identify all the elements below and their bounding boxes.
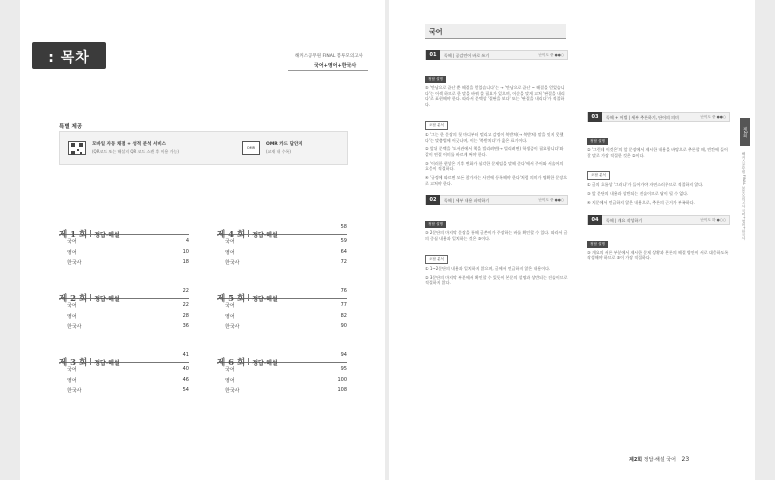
round-category: 정답·해설 <box>94 232 120 239</box>
toc-row[interactable]: 영어 28 <box>67 312 189 320</box>
explanation-text: ① '그는 한 문장의 첫 마디부터 떨리고 감정이 북받쳐(→ 북받쳐) 말을 잇지 못했다'는 맞춤법에 어긋나며, 이는 '북받치다'가 옳은 표기이다. <box>425 131 564 143</box>
wrong-answer-tag: 오답 분석 <box>425 121 448 130</box>
special-item-desc: (교재 내 수록) <box>266 149 291 154</box>
question-number: 04 <box>588 215 602 225</box>
special-item-scoring <box>92 141 179 155</box>
toc-row[interactable]: 한국사 72 <box>225 259 347 266</box>
question-title: 독해 | 개요 작성하기 <box>606 217 643 223</box>
exam-subject: 국어+영어+한국사 <box>314 63 357 69</box>
side-vertical-text: 해커스공무원 FINAL 봉투모의고사 국어+영어+한국사 <box>742 152 746 241</box>
footer-round: 제2회 <box>629 457 643 463</box>
toc-row[interactable]: 한국사 36 <box>67 323 189 330</box>
explanation-text: ② 3문단의 마지막 부분에서 확인할 수 있듯이 본문의 설명과 상반되는 진술이므로 적절하지 않다. <box>425 274 568 286</box>
round-category: 정답·해설 <box>94 360 120 367</box>
round-start-page: 58 <box>340 224 347 230</box>
special-item-desc: (QR코드 또는 해설지 QR 코드 스캔 후 이용 가능) <box>92 149 179 154</box>
wrong-answer-tag: 오답 분석 <box>425 255 448 264</box>
toc-row[interactable]: 영어 82 <box>225 312 347 320</box>
question-title: 독해 | 세부 내용 파악하기 <box>444 198 490 204</box>
round-header <box>217 350 347 368</box>
round-header <box>217 286 347 304</box>
toc-row[interactable]: 영어 100 <box>225 376 347 384</box>
answer-tag: 정답 설명 <box>587 138 608 145</box>
round-header <box>217 222 347 240</box>
qr-code-icon <box>68 141 86 155</box>
omr-card-icon: OMR <box>242 141 260 155</box>
round-category: 정답·해설 <box>252 296 278 303</box>
explanation-text: ② 앞뒤 문맥을 '도서관에서 책을 빌리려면(→ 빌리려면) 학생증이 필요합니다'와 같이 연결 어미를 바르게 써야 한다. <box>425 146 564 157</box>
explanation-text: ③ 개요의 서론 부분에서 제시한 문제 상황과 본론의 해결 방안이 서로 대응하도록 작성해야 하므로 ③이 가장 적절하다. <box>587 249 729 261</box>
explanation-text: ③ 앞 문단의 내용과 상반되는 진술이므로 답이 될 수 없다. <box>587 191 689 197</box>
toc-round-4[interactable] <box>217 222 347 267</box>
toc-round-6[interactable] <box>217 350 347 395</box>
special-item-title: 모바일 자동 채점 + 성적 분석 서비스 <box>92 142 167 147</box>
round-category: 정답·해설 <box>252 232 278 239</box>
special-item-omr <box>266 141 303 155</box>
difficulty-label: 난이도 하 ●○○ <box>700 217 726 222</box>
toc-row[interactable]: 국어 59 <box>225 238 347 245</box>
toc-row[interactable]: 영어 64 <box>225 248 347 256</box>
toc-row[interactable]: 한국사 54 <box>67 387 189 394</box>
toc-round-3[interactable] <box>59 350 189 395</box>
footer-label: 정답·해설 국어 <box>643 457 676 463</box>
round-header <box>59 286 189 304</box>
round-number: 제 1 회 <box>59 230 88 240</box>
explanation-text: ③ '이러한 현상은 기후 변화가 심각한 문제임을 말해 준다'에서 주어와 서술어의 호응이 적절하다. <box>425 160 564 172</box>
question-title: 독해 + 어법 | 세부 추론하기, 단어의 의미 <box>606 115 679 120</box>
round-number: 제 5 회 <box>217 294 246 304</box>
round-start-page: 22 <box>182 288 189 294</box>
question-number: 01 <box>426 50 440 60</box>
round-number: 제 2 회 <box>59 294 88 304</box>
question-header <box>425 195 568 205</box>
difficulty-label: 난이도 중 ●●○ <box>538 53 564 57</box>
round-number: 제 6 회 <box>217 358 246 368</box>
toc-page <box>20 0 385 480</box>
special-label: 특별 제공 <box>59 124 83 130</box>
round-start-page: 94 <box>340 352 347 358</box>
toc-row[interactable]: 국어 4 <box>67 238 189 245</box>
round-start-page: 41 <box>182 352 189 358</box>
round-header <box>59 350 189 368</box>
explanation-text: ① 1~2문단의 내용과 일치하지 않으며, 글에서 언급하지 않은 내용이다. <box>425 265 551 271</box>
explanation-text: ⑤ '만남으로 끝난 뿐 해결을 얻었습니다'는 → '만남으로 끝난 ~ 해결을 얻었습니다'는 어색 하므로 한 말을 바꿔 쓸 필요가 있으며, 어순을 맞게 고쳐 '판결을 내리다'로 표현해야 한다. 따라서 문맥상 '결판을 보다' 또는 '판결을 내리다'가 적절하다. <box>425 85 565 108</box>
round-header <box>59 222 189 240</box>
difficulty-label: 난이도 중 ●●○ <box>538 198 564 203</box>
answer-tag: 정답 설명 <box>587 241 608 248</box>
page-number: 23 <box>681 456 690 463</box>
toc-round-1[interactable] <box>59 222 189 267</box>
explanation-text: ① 글의 흐름상 '그러나'가 들어가야 자연스러우므로 적절하지 않다. <box>587 182 704 188</box>
question-title: 독해 | 공감언어 바로 쓰기 <box>444 53 490 58</box>
question-header <box>425 50 568 60</box>
explanation-text: ④ 지문에서 언급하지 않은 내용으로, 추론의 근거가 부족하다. <box>587 199 695 205</box>
toc-title: : 목차 <box>48 50 90 66</box>
page-footer <box>629 456 689 463</box>
toc-row[interactable]: 국어 40 <box>67 366 189 373</box>
toc-row[interactable]: 영어 46 <box>67 376 189 384</box>
toc-row[interactable]: 한국사 90 <box>225 323 347 330</box>
toc-title-bar <box>32 42 106 69</box>
wrong-answer-tag: 오답 분석 <box>587 171 610 180</box>
exam-subtitle: 해커스공무원 FINAL 봉투모의고사 <box>295 54 363 59</box>
question-header <box>587 112 730 122</box>
toc-row[interactable]: 영어 10 <box>67 248 189 256</box>
answer-tag: 정답 설명 <box>425 76 446 83</box>
round-number: 제 3 회 <box>59 358 88 368</box>
answers-column-left <box>425 50 568 289</box>
explanation-text: ② '그런데 이것은'의 앞 문장에서 제시한 내용을 바탕으로 추론할 때, 빈칸에 들어갈 말로 가장 적절한 것은 ②이다. <box>587 147 728 158</box>
round-start-page: 76 <box>340 288 347 294</box>
toc-round-2[interactable] <box>59 286 189 331</box>
sheet-title: 국어 <box>429 28 443 36</box>
round-number: 제 4 회 <box>217 230 246 240</box>
sheet-title-box <box>425 24 566 39</box>
explanation-text: ③ 2문단의 마지막 문장을 통해 글쓴이가 주장하는 바를 확인할 수 있다. 따라서 글의 중심 내용과 일치하는 것은 ③이다. <box>425 230 568 242</box>
special-box <box>59 131 348 165</box>
toc-row[interactable]: 국어 22 <box>67 302 189 309</box>
toc-row[interactable]: 한국사 18 <box>67 259 189 266</box>
toc-row[interactable]: 국어 77 <box>225 302 347 309</box>
toc-row[interactable]: 한국사 108 <box>225 387 347 394</box>
question-number: 03 <box>588 112 602 122</box>
difficulty-label: 난이도 중 ●●○ <box>700 115 726 119</box>
answer-tag: 정답 설명 <box>425 221 446 228</box>
divider <box>288 70 368 71</box>
round-category: 정답·해설 <box>94 296 120 303</box>
question-number: 02 <box>426 195 440 205</box>
toc-row[interactable]: 국어 95 <box>225 366 347 373</box>
answers-page <box>389 0 755 480</box>
round-category: 정답·해설 <box>252 360 278 367</box>
question-header <box>587 215 730 225</box>
round-side-tab[interactable]: 제2회 <box>740 118 750 146</box>
explanation-text: ④ '규정에 따르면 모든 참가자는 사전에 등록해야 한다'처럼 의미가 명확한 문장으로 고쳐야 한다. <box>425 175 568 186</box>
toc-round-5[interactable] <box>217 286 347 331</box>
special-item-title: OMR 카드 답안지 <box>266 142 303 147</box>
answers-column-right <box>587 50 730 264</box>
